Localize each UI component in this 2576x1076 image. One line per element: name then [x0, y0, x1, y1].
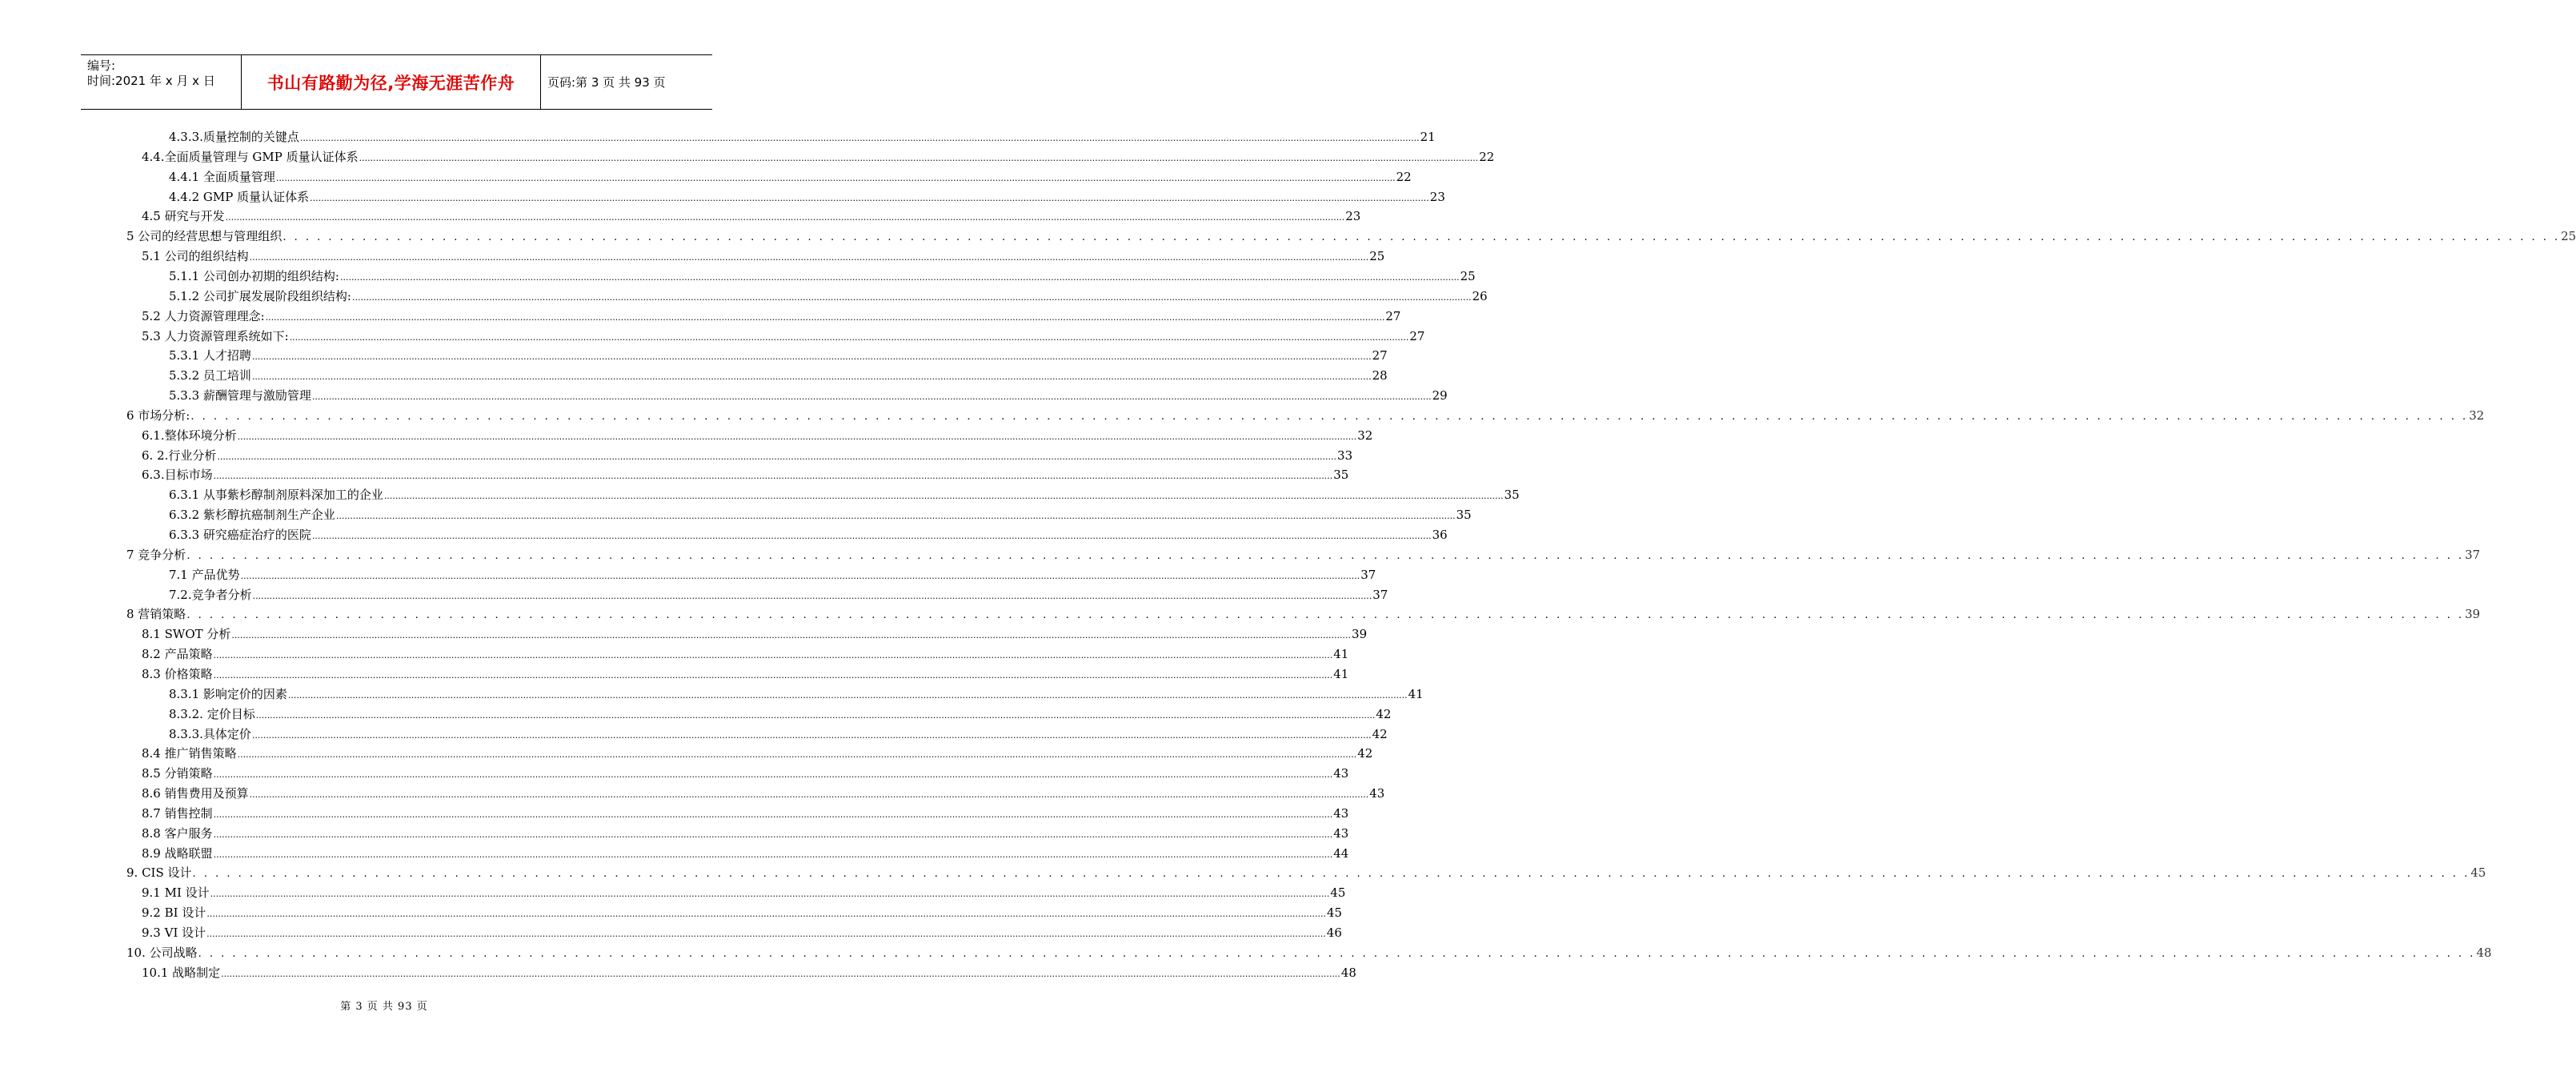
toc-entry-title: 8.9 战略联盟 [142, 845, 213, 861]
toc-entry-page: 48 [2476, 945, 2492, 960]
toc-entry-title: 8.4 推广销售策略 [142, 746, 237, 761]
toc-entry-page: 22 [1479, 149, 1495, 164]
toc-entry[interactable] [126, 943, 2492, 962]
toc-entry-title: 6 市场分析: [126, 408, 190, 423]
toc-entry-page: 25 [1460, 268, 1476, 283]
toc-entry[interactable] [142, 307, 1401, 326]
toc-entry[interactable] [169, 127, 1436, 147]
toc-dot-leader: ................................................................................................................................................................................................................................................................................................................................................................................................................ [251, 729, 1372, 741]
toc-entry-title: 10. 公司战略 [126, 945, 198, 960]
toc-dot-leader: . . . . . . . . . . . . . . . . . . . . . . . . . . . . . . . . . . . . . . . . . . . . . . . . . . . . . . . . . . . . . . . . . . . . . . . . . . . . . . . . . . . . . . . . . . . . . . . . . . . . . . . . . . . . . . . . . . . . . . . . . . . . . . . . . . . . . . . . . . . . . . . . . . . . . . . . . . . . . . . . . . . . . . . . . . . . . . . . . . . . . . . . . . . . . . . . . . . . . . . . [186, 549, 2465, 562]
toc-dot-leader: ................................................................................................................................................................................................................................................................................................................................................................................................................ [251, 351, 1372, 363]
toc-entry-title: 4.3.3.质量控制的关键点 [169, 130, 299, 144]
toc-entry-title: 8.3.1 影响定价的因素 [169, 686, 287, 701]
toc-dot-leader: ................................................................................................................................................................................................................................................................................................................................................................................................................ [210, 889, 1330, 900]
toc-entry[interactable] [169, 525, 1448, 544]
toc-dot-leader: ................................................................................................................................................................................................................................................................................................................................................................................................................ [299, 133, 1420, 143]
toc-entry[interactable] [169, 725, 1388, 744]
toc-entry-page: 46 [1326, 925, 1342, 940]
toc-dot-leader: ................................................................................................................................................................................................................................................................................................................................................................................................................ [213, 809, 1333, 820]
toc-dot-leader: ................................................................................................................................................................................................................................................................................................................................................................................................................ [213, 669, 1333, 681]
toc-entry-title: 7.2.竞争者分析 [169, 587, 252, 602]
header-motto: 书山有路勤为径,学海无涯苦作舟 [242, 55, 541, 109]
toc-dot-leader: ................................................................................................................................................................................................................................................................................................................................................................................................................ [231, 630, 1352, 641]
toc-entry[interactable] [142, 624, 1368, 644]
toc-entry-title: 9.2 BI 设计 [142, 905, 206, 921]
toc-dot-leader: ................................................................................................................................................................................................................................................................................................................................................................................................................ [213, 849, 1333, 860]
toc-dot-leader: ................................................................................................................................................................................................................................................................................................................................................................................................................ [225, 212, 1345, 223]
toc-entry-title: 7.1 产品优势 [169, 567, 240, 582]
toc-dot-leader: ................................................................................................................................................................................................................................................................................................................................................................................................................ [251, 371, 1372, 383]
toc-entry[interactable] [169, 585, 1388, 604]
toc-entry-page: 39 [2465, 607, 2481, 622]
toc-entry-page: 27 [1409, 328, 1425, 343]
toc-entry-page: 32 [1357, 428, 1373, 443]
toc-entry-page: 41 [1408, 686, 1424, 701]
toc-entry[interactable] [142, 247, 1385, 266]
toc-entry[interactable] [142, 923, 1342, 942]
toc-entry[interactable] [142, 744, 1373, 763]
toc-entry-page: 28 [1372, 368, 1388, 383]
toc-entry-page: 43 [1333, 766, 1349, 781]
toc-entry-page: 37 [1372, 587, 1388, 602]
toc-entry-title: 5.3.3 薪酬管理与激励管理 [169, 388, 311, 404]
toc-entry-title: 4.4.2 GMP 质量认证体系 [169, 189, 310, 204]
toc-entry-page: 22 [1396, 169, 1412, 184]
toc-entry[interactable] [142, 446, 1353, 465]
toc-entry-page: 36 [1432, 528, 1448, 542]
toc-entry[interactable] [126, 406, 2485, 425]
toc-entry[interactable] [169, 505, 1472, 524]
toc-entry-page: 45 [1326, 905, 1343, 921]
toc-entry[interactable] [142, 207, 1361, 226]
toc-entry[interactable] [169, 267, 1476, 286]
toc-dot-leader: ................................................................................................................................................................................................................................................................................................................................................................................................................ [213, 650, 1333, 661]
toc-entry-title: 6.1.整体环境分析 [142, 428, 237, 443]
toc-entry[interactable] [126, 545, 2481, 564]
toc-entry-page: 27 [1385, 308, 1401, 323]
toc-entry-title: 6.3.2 紫杉醇抗癌制剂生产企业 [169, 508, 335, 523]
toc-dot-leader: ................................................................................................................................................................................................................................................................................................................................................................................................................ [265, 311, 1385, 323]
toc-entry-page: 23 [1429, 189, 1445, 204]
toc-entry-title: 8.3.3.具体定价 [169, 726, 251, 741]
toc-entry-title: 8.1 SWOT 分析 [142, 627, 231, 642]
toc-entry-title: 7 竞争分析 [126, 547, 186, 562]
toc-entry-title: 5.3 人力资源管理系统如下: [142, 328, 289, 343]
toc-entry[interactable] [142, 147, 1495, 167]
toc-entry[interactable] [142, 664, 1349, 684]
toc-dot-leader: ................................................................................................................................................................................................................................................................................................................................................................................................................ [237, 431, 1357, 442]
toc-dot-leader: ................................................................................................................................................................................................................................................................................................................................................................................................................ [311, 531, 1432, 541]
toc-entry-page: 45 [2470, 865, 2486, 881]
toc-entry-title: 8.6 销售费用及预算 [142, 786, 249, 801]
toc-dot-leader: ................................................................................................................................................................................................................................................................................................................................................................................................................ [252, 590, 1372, 601]
toc-entry-title: 9. CIS 设计 [126, 865, 192, 881]
toc-entry[interactable] [126, 604, 2481, 624]
toc-entry-page: 23 [1345, 209, 1361, 224]
toc-entry-page: 27 [1372, 348, 1388, 363]
toc-entry[interactable] [142, 644, 1349, 664]
toc-entry-page: 43 [1369, 786, 1385, 801]
toc-dot-leader: ................................................................................................................................................................................................................................................................................................................................................................................................................ [255, 709, 1376, 721]
toc-entry-page: 45 [1330, 885, 1346, 901]
toc-entry-page: 48 [1340, 965, 1356, 980]
toc-entry[interactable] [169, 565, 1376, 584]
toc-entry-title: 6.3.1 从事紫杉醇制剂原料深加工的企业 [169, 488, 383, 503]
toc-dot-leader: ................................................................................................................................................................................................................................................................................................................................................................................................................ [240, 570, 1360, 581]
toc-entry-title: 5.1.1 公司创办初期的组织结构: [169, 268, 339, 283]
toc-entry-title: 5 公司的经营思想与管理组织 [126, 229, 282, 244]
toc-entry-title: 9.1 MI 设计 [142, 885, 210, 901]
toc-dot-leader: ................................................................................................................................................................................................................................................................................................................................................................................................................ [213, 471, 1333, 482]
toc-entry-page: 41 [1333, 647, 1349, 662]
toc-entry[interactable] [142, 903, 1343, 922]
toc-dot-leader: ................................................................................................................................................................................................................................................................................................................................................................................................................ [340, 271, 1460, 283]
toc-entry-page: 29 [1432, 388, 1448, 404]
toc-entry-title: 8.3.2. 定价目标 [169, 706, 255, 721]
toc-entry-page: 35 [1333, 468, 1349, 483]
toc-entry-page: 42 [1357, 746, 1373, 761]
toc-dot-leader: ................................................................................................................................................................................................................................................................................................................................................................................................................ [335, 511, 1456, 522]
toc-entry[interactable] [169, 685, 1424, 704]
toc-entry-title: 8 营销策略 [126, 607, 186, 622]
toc-entry[interactable] [142, 963, 1356, 982]
toc-dot-leader: ................................................................................................................................................................................................................................................................................................................................................................................................................ [237, 749, 1357, 761]
toc-dot-leader: ................................................................................................................................................................................................................................................................................................................................................................................................................ [289, 331, 1409, 343]
toc-entry-title: 6. 2.行业分析 [142, 448, 217, 463]
toc-entry-title: 8.3 价格策略 [142, 666, 213, 681]
toc-entry-page: 25 [2561, 229, 2576, 244]
toc-entry[interactable] [142, 764, 1349, 783]
toc-entry-page: 37 [1360, 567, 1376, 582]
toc-dot-leader: ................................................................................................................................................................................................................................................................................................................................................................................................................ [213, 769, 1333, 781]
toc-dot-leader: ................................................................................................................................................................................................................................................................................................................................................................................................................ [206, 909, 1326, 920]
toc-entry[interactable] [142, 883, 1346, 902]
toc-entry-page: 42 [1372, 726, 1388, 741]
toc-entry-title: 4.5 研究与开发 [142, 209, 225, 224]
toc-entry-title: 9.3 VI 设计 [142, 925, 206, 940]
toc-entry[interactable] [169, 366, 1388, 385]
toc-entry-title: 8.8 客户服务 [142, 825, 213, 841]
toc-dot-leader: ................................................................................................................................................................................................................................................................................................................................................................................................................ [221, 968, 1340, 979]
toc-entry-page: 43 [1333, 825, 1349, 841]
header-meta [81, 55, 242, 109]
toc-entry[interactable] [169, 705, 1392, 724]
page-footer: 第 3 页 共 93 页 [340, 1001, 428, 1013]
toc-dot-leader: ................................................................................................................................................................................................................................................................................................................................................................................................................ [213, 829, 1333, 840]
header-number-label: 编号: [87, 58, 116, 73]
toc-entry-title: 6.3.3 研究癌症治疗的医院 [169, 528, 311, 542]
toc-entry-page: 21 [1420, 130, 1436, 144]
toc-entry[interactable] [169, 386, 1448, 405]
toc-entry[interactable] [169, 287, 1488, 306]
toc-entry-title: 8.2 产品策略 [142, 647, 213, 662]
toc-entry-title: 8.7 销售控制 [142, 805, 213, 821]
toc-dot-leader: ................................................................................................................................................................................................................................................................................................................................................................................................................ [352, 291, 1472, 303]
toc-entry-page: 43 [1333, 805, 1349, 821]
toc-entry-title: 5.3.2 员工培训 [169, 368, 251, 383]
toc-dot-leader: ................................................................................................................................................................................................................................................................................................................................................................................................................ [249, 252, 1369, 263]
toc-entry-page: 42 [1376, 706, 1392, 721]
toc-dot-leader: ................................................................................................................................................................................................................................................................................................................................................................................................................ [275, 172, 1396, 183]
toc-dot-leader: ................................................................................................................................................................................................................................................................................................................................................................................................................ [217, 451, 1337, 462]
toc-dot-leader: . . . . . . . . . . . . . . . . . . . . . . . . . . . . . . . . . . . . . . . . . . . . . . . . . . . . . . . . . . . . . . . . . . . . . . . . . . . . . . . . . . . . . . . . . . . . . . . . . . . . . . . . . . . . . . . . . . . . . . . . . . . . . . . . . . . . . . . . . . . . . . . . . . . . . . . . . . . . . . . . . . . . . . . . . . . . . . . . . . . . . . . . . . . . . . . . . . . . . . . . [190, 410, 2469, 423]
toc-entry-page: 44 [1333, 845, 1349, 861]
page-header [81, 54, 712, 110]
toc-dot-leader: ................................................................................................................................................................................................................................................................................................................................................................................................................ [311, 391, 1432, 403]
toc-dot-leader: ................................................................................................................................................................................................................................................................................................................................................................................................................ [287, 689, 1408, 701]
header-date: 时间:2021 年 x 月 x 日 [87, 74, 215, 88]
toc-dot-leader: . . . . . . . . . . . . . . . . . . . . . . . . . . . . . . . . . . . . . . . . . . . . . . . . . . . . . . . . . . . . . . . . . . . . . . . . . . . . . . . . . . . . . . . . . . . . . . . . . . . . . . . . . . . . . . . . . . . . . . . . . . . . . . . . . . . . . . . . . . . . . . . . . . . . . . . . . . . . . . . . . . . . . . . . . . . . . . . . . . . . . . . . . . . . . . . . . . . . . . . . [198, 947, 2476, 960]
toc-entry[interactable] [169, 167, 1412, 187]
toc-entry-title: 6.3.目标市场 [142, 468, 213, 483]
header-page-info: 页码:第 3 页 共 93 页 [547, 75, 666, 90]
toc-entry-title: 5.1 公司的组织结构 [142, 249, 249, 264]
toc-entry-title: 10.1 战略制定 [142, 965, 221, 980]
toc-entry-page: 39 [1352, 627, 1368, 642]
toc-dot-leader: ................................................................................................................................................................................................................................................................................................................................................................................................................ [206, 929, 1326, 939]
toc-entry-title: 5.2 人力资源管理理念: [142, 308, 265, 323]
toc-entry-title: 4.4.全面质量管理与 GMP 质量认证体系 [142, 149, 359, 164]
toc-entry-page: 37 [2465, 547, 2481, 562]
toc-entry[interactable] [142, 465, 1349, 484]
toc-entry[interactable] [169, 187, 1445, 207]
toc-entry-title: 4.4.1 全面质量管理 [169, 169, 275, 184]
toc-dot-leader: . . . . . . . . . . . . . . . . . . . . . . . . . . . . . . . . . . . . . . . . . . . . . . . . . . . . . . . . . . . . . . . . . . . . . . . . . . . . . . . . . . . . . . . . . . . . . . . . . . . . . . . . . . . . . . . . . . . . . . . . . . . . . . . . . . . . . . . . . . . . . . . . . . . . . . . . . . . . . . . . . . . . . . . . . . . . . . . . . . . . . . . . . . . . . . . . . . . . . . . . [282, 231, 2561, 244]
toc-dot-leader: . . . . . . . . . . . . . . . . . . . . . . . . . . . . . . . . . . . . . . . . . . . . . . . . . . . . . . . . . . . . . . . . . . . . . . . . . . . . . . . . . . . . . . . . . . . . . . . . . . . . . . . . . . . . . . . . . . . . . . . . . . . . . . . . . . . . . . . . . . . . . . . . . . . . . . . . . . . . . . . . . . . . . . . . . . . . . . . . . . . . . . . . . . . . . . . . . . . . . . . . [192, 868, 2470, 881]
toc-entry[interactable] [142, 844, 1349, 863]
toc-entry[interactable] [142, 804, 1349, 823]
toc-dot-leader: ................................................................................................................................................................................................................................................................................................................................................................................................................ [383, 491, 1504, 502]
toc-entry[interactable] [126, 863, 2486, 882]
toc-entry-page: 26 [1472, 288, 1488, 303]
toc-entry[interactable] [169, 346, 1388, 365]
toc-entry-page: 41 [1333, 666, 1349, 681]
toc-entry-page: 35 [1504, 488, 1520, 503]
toc-entry-title: 5.3.1 人才招聘 [169, 348, 251, 363]
toc-entry[interactable] [142, 824, 1349, 843]
toc-entry-page: 32 [2469, 408, 2485, 423]
toc-dot-leader: ................................................................................................................................................................................................................................................................................................................................................................................................................ [359, 152, 1479, 163]
toc-entry-page: 33 [1337, 448, 1353, 463]
toc-entry-page: 35 [1456, 508, 1472, 523]
toc-dot-leader: ................................................................................................................................................................................................................................................................................................................................................................................................................ [310, 192, 1429, 203]
toc-entry[interactable] [126, 227, 2576, 246]
toc-entry[interactable] [142, 327, 1425, 346]
toc-entry[interactable] [169, 485, 1520, 504]
toc-entry[interactable] [142, 784, 1385, 803]
toc-entry-page: 25 [1369, 249, 1385, 264]
toc-dot-leader: . . . . . . . . . . . . . . . . . . . . . . . . . . . . . . . . . . . . . . . . . . . . . . . . . . . . . . . . . . . . . . . . . . . . . . . . . . . . . . . . . . . . . . . . . . . . . . . . . . . . . . . . . . . . . . . . . . . . . . . . . . . . . . . . . . . . . . . . . . . . . . . . . . . . . . . . . . . . . . . . . . . . . . . . . . . . . . . . . . . . . . . . . . . . . . . . . . . . . . . . [186, 609, 2465, 622]
toc-dot-leader: ................................................................................................................................................................................................................................................................................................................................................................................................................ [249, 789, 1369, 801]
toc-entry-title: 8.5 分销策略 [142, 766, 213, 781]
toc-entry-title: 5.1.2 公司扩展发展阶段组织结构: [169, 288, 351, 303]
toc-entry[interactable] [142, 426, 1373, 445]
